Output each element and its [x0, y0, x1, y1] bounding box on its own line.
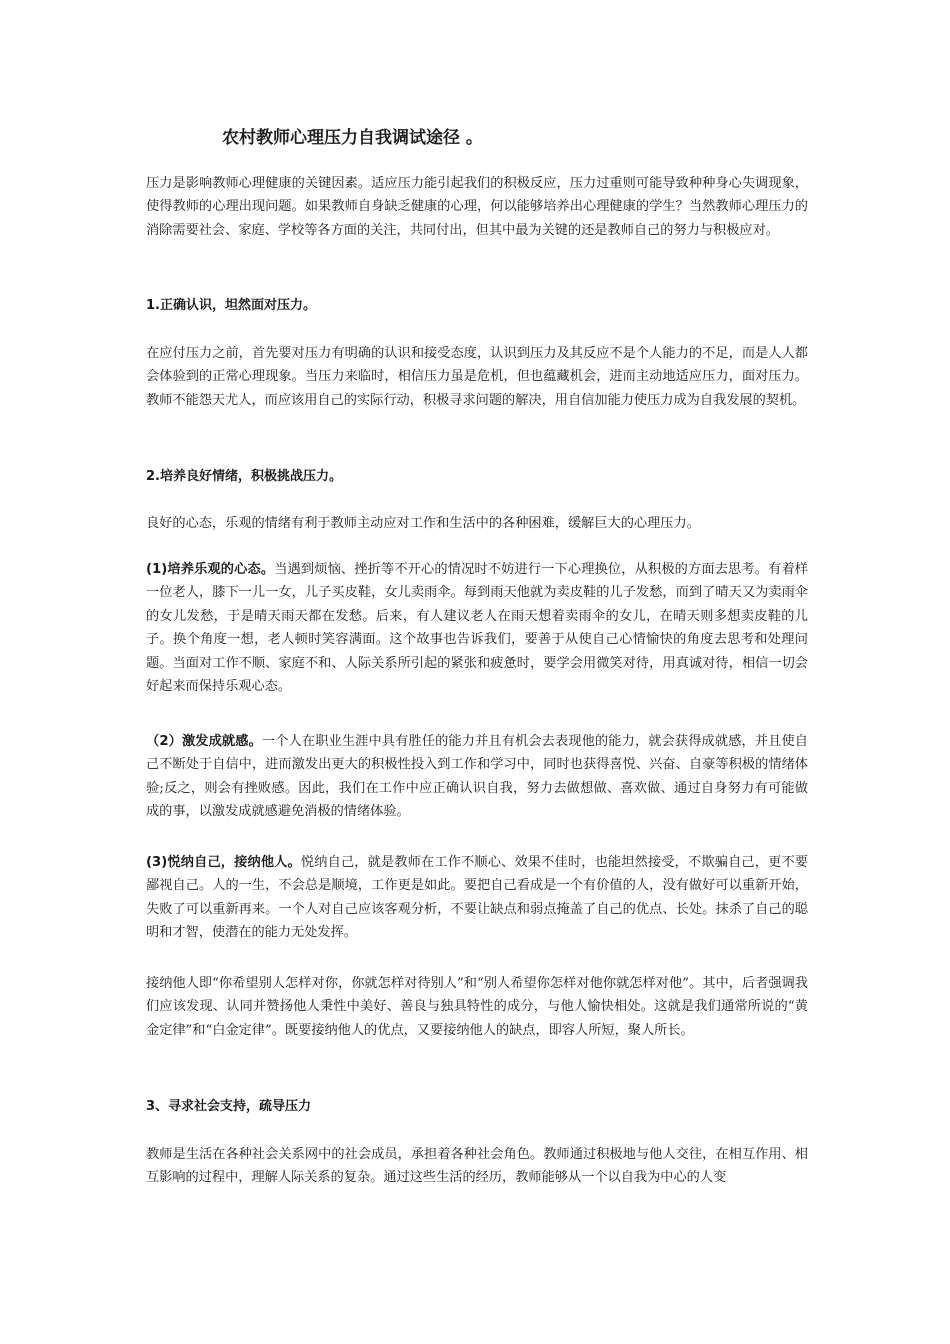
section-1-paragraph: 在应付压力之前，首先要对压力有明确的认识和接受态度，认识到压力及其反应不是个人能力的不足，而是人人都会体验到的正常心理现象。当压力来临时，相信压力虽是危机，但也蕴藏机会，进而主动地适应压力，面对压力。教师不能怨天尤人，而应该用自己的实际行动，积极寻求问题的解决，用自信加能力使压力成为自我发展的契机。 [146, 346, 808, 408]
item-1-lead: (1)培养乐观的心态。 [146, 562, 275, 577]
item-2-lead: （2）激发成就感。 [146, 734, 262, 749]
item-1-body: 当遇到烦恼、挫折等不开心的情况时不妨进行一下心理换位，从积极的方面去思考。有着样一位老人，膝下一儿一女，儿子买皮鞋，女儿卖雨伞。每到雨天他就为卖皮鞋的儿子发愁，而到了晴天又为卖雨伞的女儿发愁，于是晴天雨天都在发愁。后来，有人建议老人在雨天想着卖雨伞的女儿，在晴天则多想卖皮鞋的儿子。换个角度一想，老人顿时笑容满面。这个故事也告诉我们，要善于从使自己心情愉快的角度去思考和处理问题。当面对工作不顺、家庭不和、人际关系所引起的紧张和疲惫时，要学会用微笑对待，用真诚对待，相信一切会好起来而保持乐观心态。 [146, 562, 808, 695]
intro-paragraph: 压力是影响教师心理健康的关键因素。适应压力能引起我们的积极反应，压力过重则可能导致种种身心失调现象，使得教师的心理出现问题。如果教师自身缺乏健康的心理，何以能够培养出心理健康的学生？当然教师心理压力的消除需要社会、家庭、学校等各方面的关注，共同付出，但其中最为关键的还是教师自己的努力与积极应对。 [146, 176, 808, 238]
section-2-intro-paragraph: 良好的心态，乐观的情绪有利于教师主动应对工作和生活中的各种困难，缓解巨大的心理压力。 [146, 516, 700, 531]
section-1-heading: 1.正确认识，坦然面对压力。 [146, 298, 316, 313]
document-title: 农村教师心理压力自我调试途径 。 [222, 128, 483, 148]
section-2-item-3-paragraph [146, 851, 808, 945]
section-2-heading: 2.培养良好情绪，积极挑战压力。 [146, 469, 342, 484]
section-3-heading: 3、寻求社会支持，疏导压力 [146, 1099, 312, 1114]
section-2-item-1-paragraph [146, 558, 808, 698]
section-3-paragraph: 教师是生活在各种社会关系网中的社会成员，承担着各种社会角色。教师通过积极地与他人交往，在相互作用、相互影响的过程中，理解人际关系的复杂。通过这些生活的经历，教师能够从一个以自我为中心的人变 [146, 1147, 808, 1186]
item-3-body: 悦纳自己，就是教师在工作不顺心、效果不佳时，也能坦然接受，不欺骗自己，更不要鄙视自己。人的一生，不会总是顺境，工作更是如此。要把自己看成是一个有价值的人，没有做好可以重新开始，失败了可以重新再来。一个人对自己应该客观分析，不要让缺点和弱点掩盖了自己的优点、长处。抹杀了自己的聪明和才智，使潜在的能力无处发挥。 [146, 855, 808, 941]
item-2-body: 一个人在职业生涯中具有胜任的能力并且有机会去表现他的能力，就会获得成就感，并且使自己不断处于自信中，进而激发出更大的积极性投入到工作和学习中，同时也获得喜悦、兴奋、自豪等积极的情绪体验;反之，则会有挫败感。因此，我们在工作中应正确认识自我，努力去做想做、喜欢做、通过自身努力有可能做成的事，以激发成就感避免消极的情绪体验。 [146, 734, 808, 820]
item-3-lead: (3)悦纳自己，接纳他人。 [146, 855, 301, 870]
section-2-item-3-continuation: 接纳他人即“你希望别人怎样对你，你就怎样对待别人”和“别人希望你怎样对他你就怎样对他”。其中，后者强调我们应该发现、认同并赞扬他人秉性中美好、善良与独具特性的成分，与他人愉快相处。这就是我们通常所说的“黄金定律”和“白金定律”。既要接纳他人的优点，又要接纳他人的缺点，即容人所短，聚人所长。 [146, 976, 808, 1038]
section-2-item-2-paragraph [146, 730, 808, 824]
